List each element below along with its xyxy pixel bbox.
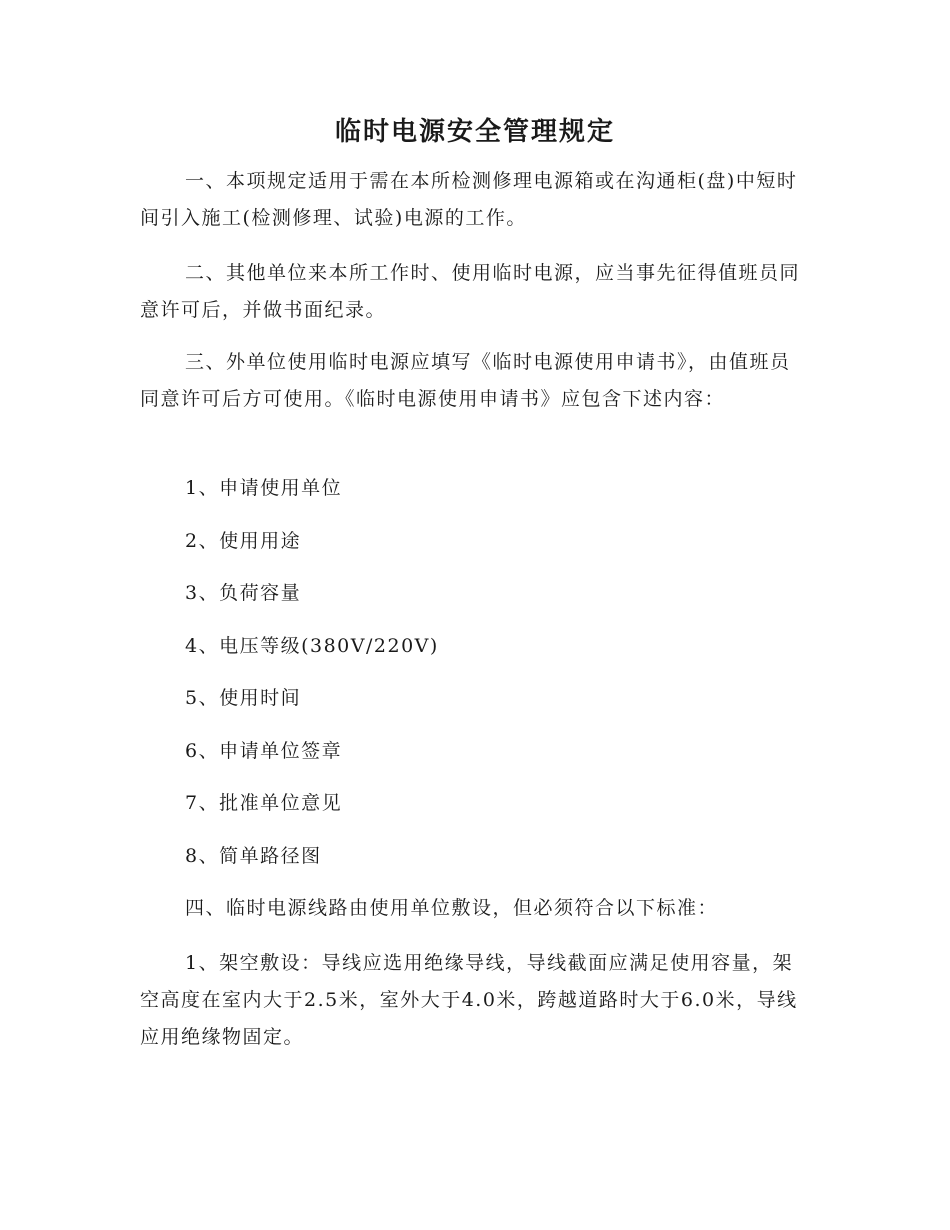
list-item: 1、申请使用单位 — [185, 477, 343, 499]
paragraph-application: 三、外单位使用临时电源应填写《临时电源使用申请书》，由值班员同意许可后方可使用。《临时电源使用申请书》应包含下述内容： — [140, 351, 791, 410]
paragraph-overhead: 1、架空敷设：导线应选用绝缘导线，导线截面应满足使用容量，架空高度在室内大于2.5米，室外大于4.0米，跨越道路时大于6.0米，导线应用绝缘物固定。 — [140, 952, 798, 1048]
list-item: 2、使用用途 — [185, 530, 302, 552]
paragraph-other-units: 二、其他单位来本所工作时、使用临时电源，应当事先征得值班员同意许可后，并做书面纪录。 — [140, 262, 801, 321]
document-title: 临时电源安全管理规定 — [334, 117, 615, 147]
list-item: 7、批准单位意见 — [185, 792, 343, 814]
paragraph-wiring: 四、临时电源线路由使用单位敷设，但必须符合以下标准： — [185, 897, 719, 919]
paragraph-scope: 一、本项规定适用于需在本所检测修理电源箱或在沟通柜(盘)中短时间引入施工(检测修理、试验)电源的工作。 — [140, 170, 798, 229]
list-item: 3、负荷容量 — [185, 582, 302, 604]
list-item: 4、电压等级(380V/220V) — [185, 635, 439, 657]
list-item: 5、使用时间 — [185, 687, 302, 709]
list-item: 6、申请单位签章 — [185, 740, 343, 762]
list-item: 8、简单路径图 — [185, 845, 322, 867]
